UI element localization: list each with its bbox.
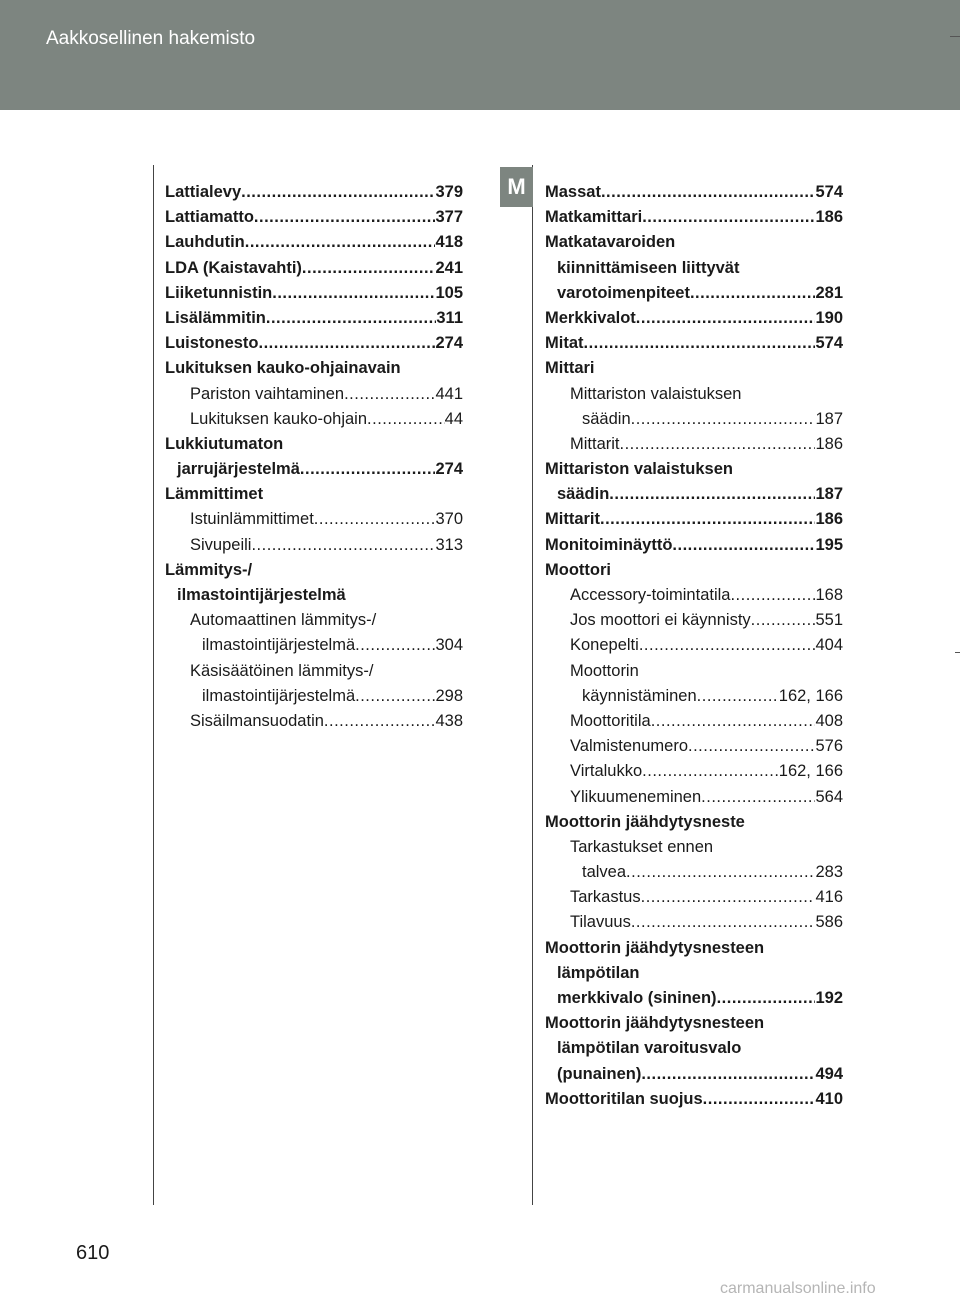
page-reference: 274 [435, 334, 463, 353]
dot-leader [636, 306, 816, 331]
index-entry [545, 1087, 843, 1112]
page-reference: 304 [435, 636, 463, 655]
index-entry: lämpötilan varoitusvalo [557, 1039, 742, 1058]
page-reference: 404 [815, 636, 843, 655]
index-entry [545, 331, 843, 356]
index-entry: Matkatavaroiden [545, 233, 676, 252]
section-letter-tab: M [500, 167, 533, 207]
dot-leader [672, 533, 815, 558]
index-entry [545, 709, 843, 734]
index-entry [165, 457, 463, 482]
dot-leader [703, 1087, 816, 1112]
page-reference: 574 [815, 183, 843, 201]
index-entry: Moottorin jäähdytysnesteen [545, 938, 765, 957]
index-entry [545, 180, 843, 205]
index-entry [545, 205, 843, 230]
index-term: säädin [582, 409, 631, 428]
dot-leader [266, 306, 437, 331]
index-entry [165, 407, 463, 432]
index-entry: Moottorin [570, 661, 639, 680]
dot-leader [697, 684, 779, 709]
page-reference: 576 [815, 737, 843, 756]
index-entry [545, 785, 843, 810]
index-entry: lämpötilan [557, 963, 640, 982]
index-entry: Lukkiutumaton [165, 434, 284, 453]
index-entry [545, 986, 843, 1011]
dot-leader [641, 1062, 815, 1087]
index-entry [165, 684, 463, 709]
index-entry [545, 684, 843, 709]
page-reference: 311 [436, 308, 463, 327]
dot-leader [314, 507, 436, 532]
index-term: Virtalukko [570, 762, 643, 781]
index-term: Tilavuus [570, 913, 631, 932]
index-term: Mittarit [570, 434, 620, 453]
dot-leader [730, 583, 815, 608]
index-entry: Moottori [545, 560, 611, 579]
index-term: Lauhdutin [165, 233, 245, 252]
index-entry [545, 281, 843, 306]
page-reference: 574 [815, 334, 843, 353]
index-term: Lattialevy [165, 183, 242, 201]
index-entry: Moottorin jäähdytysnesteen [545, 1014, 765, 1033]
crop-mark [950, 36, 960, 37]
index-entry [165, 205, 463, 230]
page-reference: 186 [815, 208, 843, 227]
page-reference: 370 [435, 510, 463, 529]
index-term: varotoimenpiteet [557, 283, 690, 302]
page-reference: 494 [815, 1064, 843, 1083]
index-entry [545, 734, 843, 759]
watermark: carmanualsonline.info [720, 1280, 876, 1297]
page-number: 610 [76, 1242, 110, 1264]
index-term: Moottoritilan suojus [545, 1089, 703, 1108]
index-term: Lukituksen kauko-ohjain [190, 409, 368, 428]
dot-leader [631, 407, 816, 432]
index-entry [165, 633, 463, 658]
page-reference: 298 [435, 686, 463, 705]
page-reference: 313 [435, 535, 463, 554]
column-rule-left [153, 165, 154, 1205]
index-entry [545, 633, 843, 658]
index-entry [545, 432, 843, 457]
index-entry [545, 860, 843, 885]
index-term: Massat [545, 183, 601, 201]
index-term: (punainen) [557, 1064, 642, 1083]
dot-leader [251, 533, 435, 558]
dot-leader [300, 457, 436, 482]
dot-leader [626, 860, 815, 885]
dot-leader [701, 785, 815, 810]
index-entry: Mittariston valaistuksen [545, 460, 733, 479]
index-entry: Käsisäätöinen lämmitys-/ [190, 661, 374, 680]
index-term: jarrujärjestelmä [177, 460, 300, 479]
index-entry [545, 910, 843, 935]
page-reference: 377 [435, 208, 463, 227]
index-entry: Lämmitys-/ [165, 560, 253, 579]
index-term: Matkamittari [545, 208, 643, 227]
index-term: Istuinlämmittimet [190, 510, 314, 529]
page-reference: 586 [815, 913, 843, 932]
page-reference: 192 [815, 989, 843, 1007]
index-term: ilmastointijärjestelmä [202, 686, 356, 705]
index-term: Ylikuumeneminen [570, 787, 702, 806]
index-term: Monitoiminäyttö [545, 535, 673, 554]
index-term: ilmastointijärjestelmä [202, 636, 356, 655]
index-term: Sisäilmansuodatin [190, 711, 324, 730]
page-reference: 187 [815, 409, 843, 428]
page-reference: 438 [435, 711, 463, 730]
page-reference: 186 [815, 510, 843, 529]
dot-leader [272, 281, 435, 306]
index-entry: Lukituksen kauko-ohjainavain [165, 359, 401, 378]
page-reference: 44 [444, 409, 463, 428]
page-reference: 281 [815, 283, 843, 302]
page-header [0, 0, 960, 110]
index-term: Moottoritila [570, 711, 651, 730]
dot-leader [641, 885, 816, 910]
dot-leader [367, 407, 445, 432]
index-column-right [545, 180, 843, 1112]
index-entry [165, 281, 463, 306]
index-entry [545, 1062, 843, 1087]
index-entry [165, 230, 463, 255]
page-reference: 195 [815, 535, 843, 554]
page-reference: 441 [435, 384, 463, 403]
index-entry: kiinnittämiseen liittyvät [557, 258, 740, 277]
dot-leader [355, 633, 435, 658]
index-entry [545, 608, 843, 633]
index-term: Jos moottori ei käynnisty [570, 611, 751, 630]
index-entry [165, 306, 463, 331]
dot-leader [690, 281, 816, 306]
page-reference: 186 [815, 434, 843, 453]
index-entry [545, 583, 843, 608]
index-term: Sivupeili [190, 535, 252, 554]
page-reference: 241 [435, 258, 463, 277]
dot-leader [584, 331, 816, 356]
index-term: Mittarit [545, 510, 600, 529]
dot-leader [688, 734, 815, 759]
index-term: LDA (Kaistavahti) [165, 258, 302, 277]
index-term: Mitat [545, 334, 584, 353]
index-entry: Mittari [545, 359, 595, 378]
index-entry [545, 885, 843, 910]
index-entry: Mittariston valaistuksen [570, 384, 742, 403]
dot-leader [601, 180, 816, 205]
dot-leader [344, 382, 435, 407]
dot-leader [631, 910, 816, 935]
index-entry [165, 180, 463, 205]
page-reference: 408 [815, 711, 843, 730]
page-reference: 418 [435, 233, 463, 252]
page-reference: 105 [435, 283, 463, 302]
index-entry [545, 407, 843, 432]
dot-leader [241, 180, 435, 205]
page-reference: 410 [815, 1089, 843, 1108]
dot-leader [751, 608, 816, 633]
page-reference: 551 [815, 611, 843, 630]
dot-leader [302, 256, 436, 281]
index-term: Tarkastus [570, 888, 641, 907]
index-entry: Tarkastukset ennen [570, 837, 714, 856]
dot-leader [642, 205, 815, 230]
page-reference: 168 [815, 586, 843, 604]
dot-leader [651, 709, 816, 734]
dot-leader [324, 709, 436, 734]
page-reference: 564 [815, 787, 843, 806]
index-entry [165, 709, 463, 734]
dot-leader [355, 684, 435, 709]
index-entry: ilmastointijärjestelmä [177, 586, 346, 604]
index-entry [545, 759, 843, 784]
index-entry [165, 331, 463, 356]
index-entry [165, 256, 463, 281]
crop-mark [955, 652, 960, 653]
index-term: merkkivalo (sininen) [557, 989, 717, 1007]
dot-leader [259, 331, 436, 356]
index-term: Accessory-toimintatila [570, 586, 731, 604]
index-term: Liiketunnistin [165, 283, 273, 302]
index-term: säädin [557, 485, 610, 504]
index-entry [165, 382, 463, 407]
dot-leader [717, 986, 816, 1011]
page-reference: 274 [435, 460, 463, 479]
page-reference: 162, 166 [778, 686, 843, 705]
index-term: Konepelti [570, 636, 639, 655]
page-reference: 187 [815, 485, 843, 504]
dot-leader [600, 507, 815, 532]
dot-leader [254, 205, 436, 230]
index-entry [545, 507, 843, 532]
page-reference: 283 [815, 863, 843, 882]
index-entry: Automaattinen lämmitys-/ [190, 611, 377, 630]
index-term: talvea [582, 863, 627, 882]
index-entry [165, 533, 463, 558]
dot-leader [642, 759, 779, 784]
header-title: Aakkosellinen hakemisto [46, 28, 256, 49]
page-reference: 190 [815, 308, 843, 327]
page-reference: 379 [435, 183, 463, 201]
index-term: Luistonesto [165, 334, 259, 353]
page-reference: 162, 166 [778, 762, 843, 781]
column-rule-right [532, 165, 533, 1205]
index-term: Pariston vaihtaminen [190, 384, 345, 403]
index-entry [165, 507, 463, 532]
index-term: Merkkivalot [545, 308, 636, 327]
dot-leader [620, 432, 816, 457]
index-entry [545, 482, 843, 507]
index-entry [545, 533, 843, 558]
index-entry: Lämmittimet [165, 485, 264, 504]
dot-leader [245, 230, 436, 255]
dot-leader [639, 633, 816, 658]
index-entry: Moottorin jäähdytysneste [545, 812, 745, 831]
index-entry [545, 306, 843, 331]
index-term: käynnistäminen [582, 686, 697, 705]
index-column-left [165, 180, 463, 734]
index-term: Lisälämmitin [165, 308, 266, 327]
page-reference: 416 [815, 888, 843, 907]
dot-leader [609, 482, 815, 507]
index-term: Valmistenumero [570, 737, 688, 756]
index-term: Lattiamatto [165, 208, 254, 227]
